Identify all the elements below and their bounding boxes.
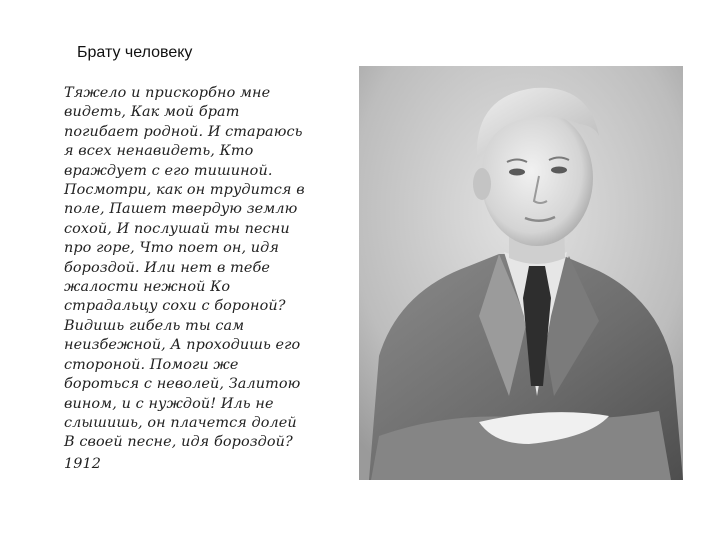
poem-year: 1912 xyxy=(64,455,102,472)
poem-line: я всех ненавидеть, Кто xyxy=(64,143,254,160)
poem-line: неизбежной, А проходишь его xyxy=(64,337,301,354)
poem-line: Видишь гибель ты сам xyxy=(64,317,245,334)
poem-line: Посмотри, как он трудится в xyxy=(64,182,305,199)
portrait-illustration xyxy=(359,66,683,480)
poem-line: поле, Пашет твердую землю xyxy=(64,201,298,218)
portrait-photo xyxy=(359,66,683,480)
poem-line: вином, и с нуждой! Иль не xyxy=(64,395,274,412)
poem-line: враждует с его тишиной. xyxy=(64,162,273,179)
poem-text xyxy=(64,84,349,474)
poem-line: слышишь, он плачется долей xyxy=(64,414,297,431)
poem-line: видеть, Как мой брат xyxy=(64,104,240,121)
poem-line: В своей песне, идя бороздой? xyxy=(64,434,293,451)
poem-line: Тяжело и прискорбно мне xyxy=(64,85,271,101)
poem-line: бороться с неволей, Залитою xyxy=(64,376,301,393)
poem-line: бороздой. Или нет в тебе xyxy=(64,259,270,276)
poem-line: стороной. Помоги же xyxy=(64,356,239,373)
poem-line: жалости нежной Ко xyxy=(64,279,231,296)
poem-line: сохой, И послушай ты песни xyxy=(64,220,290,237)
poem-line: страдальцу сохи с бороной? xyxy=(64,298,286,315)
poem-line: погибает родной. И стараюсь xyxy=(64,123,303,140)
poem-title: Брату человеку xyxy=(77,44,193,61)
poem-line: про горе, Что поет он, идя xyxy=(64,240,280,257)
